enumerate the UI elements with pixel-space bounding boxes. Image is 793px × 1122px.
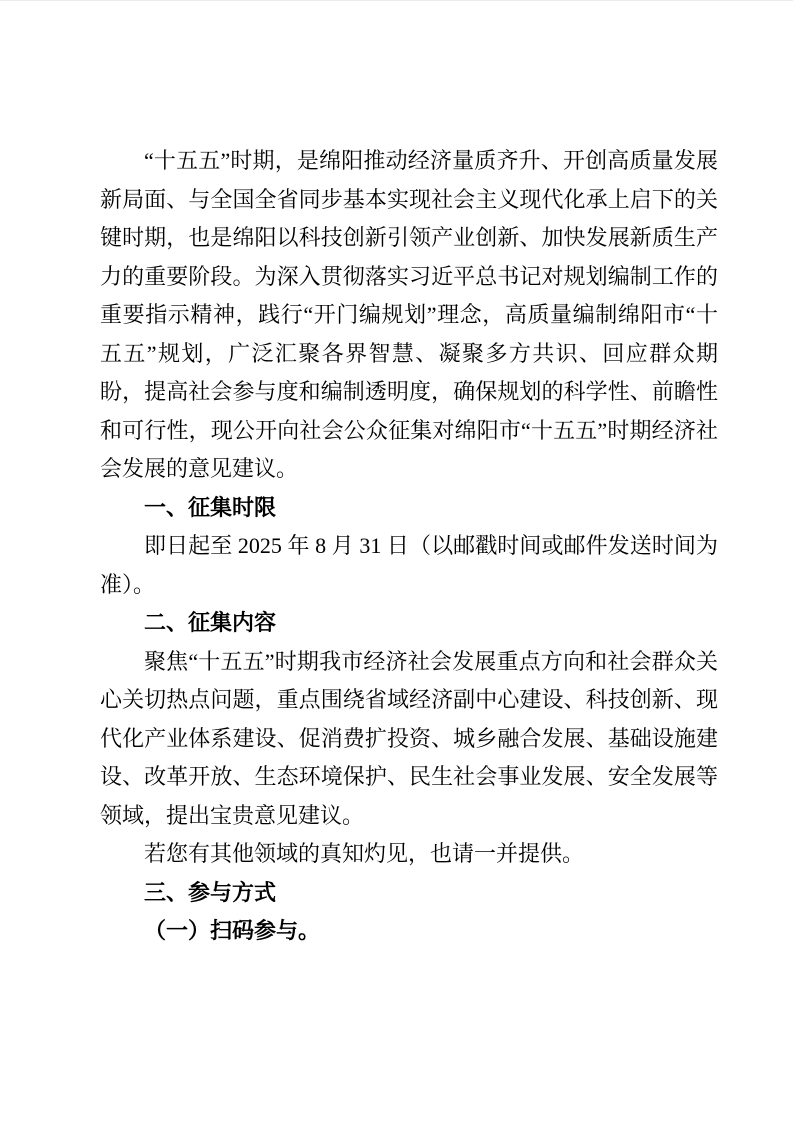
paragraph-intro: “十五五”时期，是绵阳推动经济量质齐升、开创高质量发展新局面、与全国全省同步基本实现社会主义现代化承上启下的关键时期，也是绵阳以科技创新引领产业创新、加快发展新质生产力的重要阶段。为深入贯彻落实习近平总书记对规划编制工作的重要指示精神，践行“开门编规划”理念，高质量编制绵阳市“十五五”规划，广泛汇聚各界智慧、凝聚多方共识、回应群众期盼，提高社会参与度和编制透明度，确保规划的科学性、前瞻性和可行性，现公开向社会公众征集对绵阳市“十五五”时期经济社会发展的意见建议。 xyxy=(100,148,718,481)
section-heading-collection-content: 二、征集内容 xyxy=(144,610,277,635)
paragraph-other-fields: 若您有其他领域的真知灼见，也请一并提供。 xyxy=(144,841,585,866)
paragraph-collection-content: 聚焦“十五五”时期我市经济社会发展重点方向和社会群众关心关切热点问题，重点围绕省域经济副中心建设、科技创新、现代化产业体系建设、促消费扩投资、城乡融合发展、基础设施建设、改革开放、生态环境保护、民生社会事业发展、安全发展等领域，提出宝贵意见建议。 xyxy=(100,648,718,828)
subheading-scan-code-participation: （一）扫码参与。 xyxy=(144,918,321,943)
section-heading-participation-method: 三、参与方式 xyxy=(144,879,277,905)
page-top-border xyxy=(0,0,793,1)
section-heading-collection-period: 一、征集时限 xyxy=(144,494,277,520)
document-body xyxy=(100,142,718,951)
paragraph-collection-period: 即日起至 2025 年 8 月 31 日（以邮戳时间或邮件发送时间为准）。 xyxy=(100,533,718,597)
